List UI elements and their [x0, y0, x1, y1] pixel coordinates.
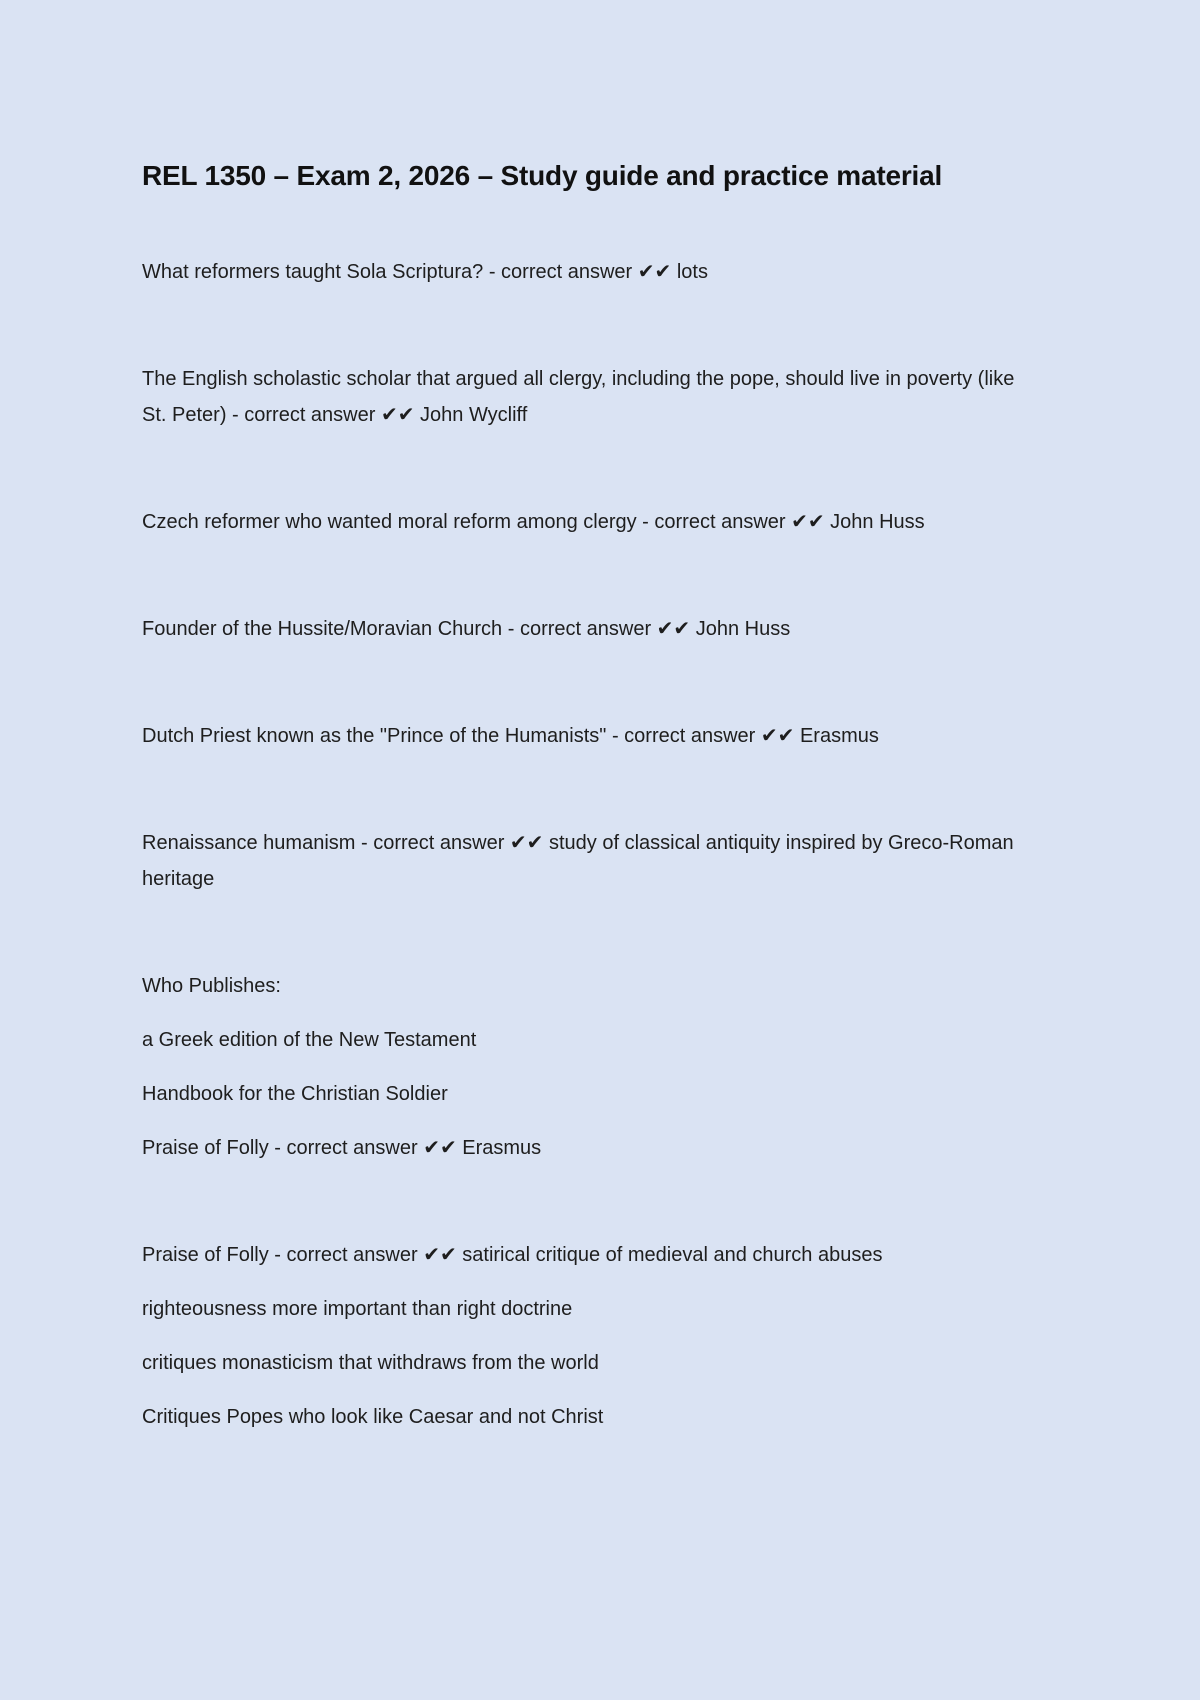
qa-line: a Greek edition of the New Testament	[142, 1029, 477, 1051]
qa-line: Critiques Popes who look like Caesar and not Christ	[142, 1406, 604, 1428]
qa-item: The English scholastic scholar that argued all clergy, including the pope, should live in poverty (like St. Peter) - correct answer ✔✔ John Wycliff	[142, 368, 1015, 426]
qa-item: Dutch Priest known as the "Prince of the Humanists" - correct answer ✔✔ Erasmus	[142, 725, 879, 747]
qa-item-multiline	[142, 1237, 1042, 1435]
qa-line: critiques monasticism that withdraws from the world	[142, 1352, 599, 1374]
qa-item: What reformers taught Sola Scriptura? - correct answer ✔✔ lots	[142, 261, 708, 283]
qa-item: Founder of the Hussite/Moravian Church - correct answer ✔✔ John Huss	[142, 618, 791, 640]
qa-item: Renaissance humanism - correct answer ✔✔ study of classical antiquity inspired by Greco-Roman heritage	[142, 832, 1014, 890]
qa-item: Czech reformer who wanted moral reform among clergy - correct answer ✔✔ John Huss	[142, 511, 925, 533]
qa-line: Praise of Folly - correct answer ✔✔ Erasmus	[142, 1137, 542, 1159]
qa-item-multiline	[142, 968, 1042, 1166]
qa-list	[142, 254, 1060, 1435]
page-title: REL 1350 – Exam 2, 2026 – Study guide and practice material	[142, 160, 943, 191]
qa-line: Handbook for the Christian Soldier	[142, 1083, 448, 1105]
qa-line: Who Publishes:	[142, 975, 281, 997]
qa-line: Praise of Folly - correct answer ✔✔ satirical critique of medieval and church abuses	[142, 1244, 883, 1266]
qa-line: righteousness more important than right doctrine	[142, 1298, 573, 1320]
